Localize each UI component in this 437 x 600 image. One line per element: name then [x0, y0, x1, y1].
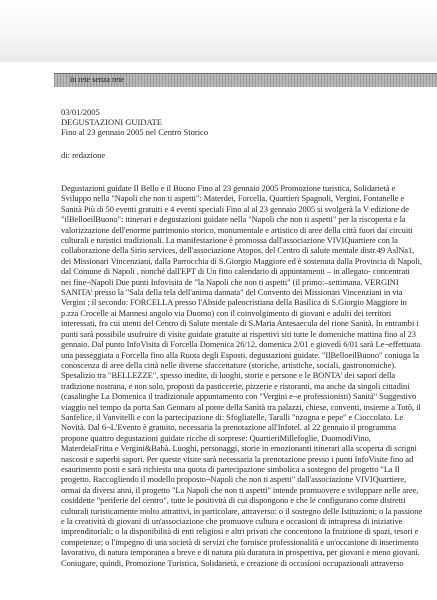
body-line: Coniugare, quindi, Promozione Turistica, Solidarietà, e creazione di occasioni occupazionali attraverso [61, 557, 404, 568]
body-line: interessati, fra cui utenti del Centro di Salute mentale di S.Maria Antesaecula del rione Sanità. In entrambi i [61, 318, 419, 329]
body-line: competenze; o l'impegno di una società di servizi che fornisce professionalità e un'occasione di inserimento [61, 536, 419, 547]
body-line: SANITA' presso la "Sala della tela dell'anima dannata" del Convento dei Missionari Vincenziani in via [61, 287, 403, 298]
body-line: nei fine¬Napoli Due punti Infovisita de "la Napoli che non ti aspetti" (il primo:–settimana. VERGINI [61, 276, 399, 287]
body-line: una passeggiata a Forcella fino alla Ruota degli Esposti. degustazioni guidate. "IlBelloeilBuono" coniuga la [61, 349, 419, 360]
body-line: culturali turisticamente molto attrattivi, in particolare, attraverso: o il sostegno delle Istituzioni; o la passione [61, 505, 423, 516]
body-line: lavorativo, di natura temporanea a breve e di natura più duratura in prospettiva, per giovani e meno giovani. [61, 547, 420, 558]
body-line: "ilBelloeilBuono": itinerari e degustazioni guidate nella "Napoli che non ti aspetti" per la riscoperta e la [61, 214, 406, 225]
article-date: 03/01/2005 [61, 107, 100, 117]
article-subtitle: Fino al 23 gennaio 2005 nel Centro Storico [61, 127, 209, 137]
banner-label: in rete senza rete [70, 75, 124, 84]
scan-top-shading [0, 0, 437, 62]
body-line: gennaio. Dal punto InfoVisita di Forcella Domenica 26/12, domenica 2/01 e giovedì 6/01 sarà Le¬effettuata [61, 339, 421, 350]
body-line: (casalinghe La Domenica il tradizionale appuntamento con "Vergini e¬e professionisti) Sanità" Suggestivo [61, 391, 417, 402]
body-line: propone quattro degustazioni guidate ricche di sorprese: QuartieriMillefoglie, DuomodiVino, [61, 432, 371, 443]
body-line: Spesalizio tra "BELLEZZE", spesso inedite, di luoghi, storie e persone e le BONTA' dei sapori della [61, 370, 396, 381]
body-line: collaborazione della Sirio services, dell'associazione Atopos, del Centro di salute mentale distr.49 AslNa1, [61, 245, 415, 256]
section-banner [54, 73, 437, 87]
article-header [61, 107, 208, 137]
body-line: esaurimento posti e sarà richiesta una quota di partecipazione simbolica a sostegno del progetto "La Il [61, 463, 400, 474]
body-line: tradizione nostrana, e non solo, proposti da pasticcerie, pizzerie e ristoranti, ma anche da singoli cittadini [61, 380, 410, 391]
body-line: viaggio nel tempo da porta San Gennaro al ponte della Sanità tra palazzi, chiese, conventi, insieme a Totò, il [61, 401, 421, 412]
article-body [61, 183, 437, 568]
article-byline: di: redazione [61, 150, 106, 160]
body-line: valorizzazione dell'enorme patrimonio storico, monumentale e artistico di aree della città fuori dai circuiti [61, 224, 413, 235]
body-line: cosiddette "periferie del centro", tutte le positività di cui dispongono e che le configurano come distretti [61, 495, 406, 506]
body-line: ormai da diversi anni, il progetto "La Napoli che non ti aspetti" intende promuovere e sviluppare nelle aree, [61, 484, 419, 495]
body-line: dei Missionari Vincenziani, dalla Parrocchia di S.Giorgio Maggiore ed è sostenuta dalla Provincia di Napoli, [61, 255, 422, 266]
body-line: nascosti e superbi sapori. Per queste visite sarà necessaria la prenotazione presso i punti InfoVisite fino ad [61, 453, 414, 464]
body-line: MaterdeìaFritta e Vergini&Babà. Luoghi, personaggi, storie in emozionanti itinerari alla scoperta di scrigni [61, 443, 417, 454]
body-line: punti sarà possibile usufruire di visite guidate gratuite ai rispettivi siti tutte le domeniche mattina fino al 23 [61, 328, 416, 339]
body-line: imprenditoriali; o la disponibilità di enti religiosi e altri privati che concentono la fruizione di spazi, tesori e [61, 526, 419, 537]
body-line: Vergini ; il secondo: FORCELLA presso l'Abside paleocristiana della Basilica di S.Giorgio Maggiore in [61, 297, 407, 308]
body-line: conoscenza di aree della città nelle diverse sfaccettature (storiche, artistiche, sociali, gastronomiche). [61, 359, 397, 370]
body-line: Sviluppo nella "Napoli che non ti aspetti": Materdei, Forcella, Quartieri Spagnoli, Vergini, Fontanelle e [61, 193, 405, 204]
body-line: dal Comune di Napoli , nonché dall'EPT di Un fitto calendario di appuntamenti – in allegato- concentrati [61, 266, 410, 277]
body-line: Sanità Più di 50 eventi gratuiti e 4 eventi speciali Fino al al 23 gennaio 2005 si svolgerà la V edizione de [61, 203, 409, 214]
body-line: culturali e turistici tradizionali. La manifestazione è promossa dall'associazione VIVIQuartiere con la [61, 235, 398, 246]
body-line: Degustazioni guidate Il Bello e il Buono Fino al 23 gennaio 2005 Promozione turistica, Solidarietà e [61, 183, 396, 193]
body-line: progetto. Raccogliendo il modello proposto¬Napoli che non ti aspetti" dall'associazione VIVIQuartiere, [61, 474, 407, 485]
body-line: e la creatività di giovani di un'associazione che promuove cultura e occasioni di intrapresa di iniziative [61, 516, 403, 526]
body-line: p.zza Crocelle ai Mannesi angolo via Duomo) con il coinvolgimento di giovani e adulti dei territori [61, 307, 392, 318]
body-line: Novità. Dal 6¬L'Evento è gratuito, necessaria la prenotazione all'Infotel. al 22 gennaio il programma [61, 422, 396, 433]
article-section-title: DEGUSTAZIONI GUIDATE [61, 117, 163, 127]
body-line: Sanfelice, il Vanvitelli e con la partecipazione di: Sfogliatelle, Taralli "nzogna e pepe" e Cioccolato. Le [61, 411, 404, 422]
